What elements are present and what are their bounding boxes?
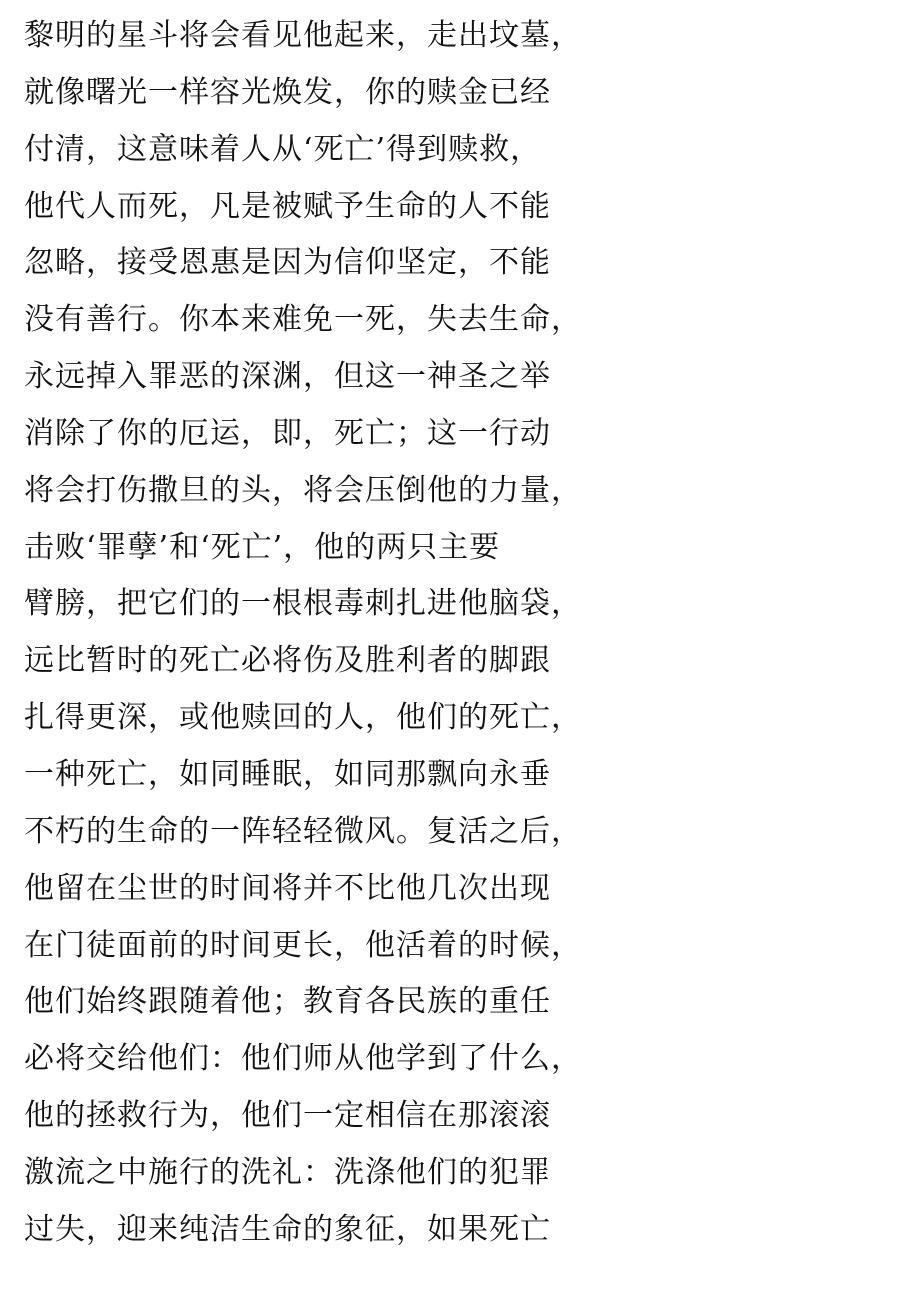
text-line: 过失，迎来纯洁生命的象征，如果死亡 — [24, 1211, 551, 1247]
text-line: 永远掉入罪恶的深渊，但这一神圣之举 — [24, 359, 551, 395]
text-line: 将会打伤撒旦的头，将会压倒他的力量， — [24, 472, 582, 508]
poem-text-block — [24, 8, 624, 1259]
text-line: 没有善行。你本来难免一死，失去生命， — [24, 302, 582, 338]
text-line: 忽略，接受恩惠是因为信仰坚定，不能 — [24, 245, 551, 281]
text-line: 不朽的生命的一阵轻轻微风。复活之后， — [24, 813, 582, 849]
text-line: 他代人而死，凡是被赋予生命的人不能 — [24, 188, 551, 224]
text-line: 他们始终跟随着他；教育各民族的重任 — [24, 984, 551, 1020]
text-line: 黎明的星斗将会看见他起来，走出坟墓， — [24, 18, 582, 53]
text-line: 付清，这意味着人从‘死亡’得到赎救， — [24, 131, 542, 167]
text-line: 必将交给他们：他们师从他学到了什么， — [24, 1041, 582, 1077]
text-line: 他留在尘世的时间将并不比他几次出现 — [24, 870, 551, 906]
text-line: 扎得更深，或他赎回的人，他们的死亡， — [24, 700, 582, 736]
text-line: 就像曙光一样容光焕发，你的赎金已经 — [24, 74, 551, 110]
text-line: 一种死亡，如同睡眠，如同那飘向永垂 — [24, 756, 551, 792]
text-line: 他的拯救行为，他们一定相信在那滚滚 — [24, 1098, 551, 1134]
text-line: 远比暂时的死亡必将伤及胜利者的脚跟 — [24, 643, 551, 679]
text-line: 消除了你的厄运，即，死亡；这一行动 — [24, 415, 551, 451]
text-line: 在门徒面前的时间更长，他活着的时候， — [24, 927, 582, 963]
text-line: 激流之中施行的洗礼：洗涤他们的犯罪 — [24, 1154, 551, 1190]
text-line: 击败‘罪孽’和‘死亡’，他的两只主要 — [24, 529, 501, 565]
text-line: 臂膀，把它们的一根根毒刺扎进他脑袋， — [24, 586, 582, 622]
